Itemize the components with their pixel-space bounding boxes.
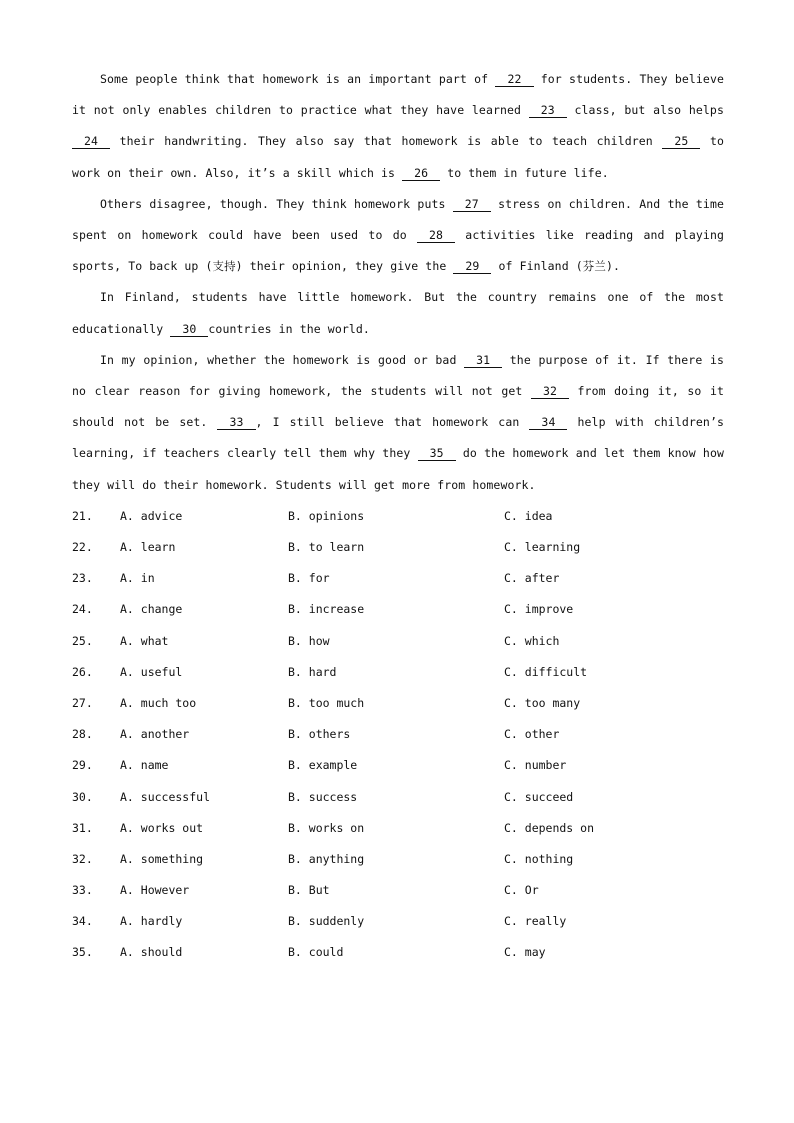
option-a: A. However — [120, 883, 190, 898]
passage-text: In Finland, students have little homework. But the country remains one of the most educationally — [72, 290, 724, 336]
option-c: C. which — [504, 633, 560, 648]
option-row — [72, 875, 724, 906]
option-b: B. others — [288, 727, 351, 742]
option-c: C. depends on — [504, 820, 595, 835]
passage-text: from doing it, so it should not be set. — [72, 384, 724, 430]
option-row — [72, 937, 724, 968]
option-c: C. improve — [504, 602, 574, 617]
question-number: 22. — [72, 540, 93, 555]
option-row — [72, 750, 724, 781]
passage-text: activities like reading and playing sports, To back up (支持) their opinion, they give the — [72, 228, 724, 274]
passage-text: the purpose of it. If there is no clear reason for giving homework, the students will not get — [72, 352, 725, 399]
passage-text: Some people think that homework is an important part of — [100, 72, 496, 86]
option-b: B. for — [288, 571, 330, 586]
question-number: 35. — [72, 945, 93, 960]
option-b: B. how — [288, 633, 330, 648]
option-c: C. number — [504, 758, 567, 773]
option-a: A. works out — [120, 820, 204, 835]
option-c: C. other — [504, 727, 560, 742]
option-c: C. really — [504, 914, 567, 929]
answer-options-list — [72, 501, 724, 969]
blank-24: 24 — [72, 134, 110, 149]
option-a: A. another — [120, 727, 190, 742]
blank-30: 30 — [170, 322, 208, 337]
passage-text: to work on their own. Also, it’s a skill which is — [72, 134, 724, 180]
option-row — [72, 626, 724, 657]
option-b: B. success — [288, 789, 358, 804]
question-number: 30. — [72, 789, 93, 804]
passage-paragraph-1 — [72, 64, 724, 189]
passage-text: their handwriting. They also say that homework is able to teach children — [110, 134, 663, 149]
worksheet-page — [72, 64, 724, 969]
option-b: B. works on — [288, 820, 365, 835]
question-number: 28. — [72, 727, 93, 742]
option-c: C. Or — [504, 883, 539, 898]
blank-28: 28 — [417, 228, 455, 243]
option-c: C. difficult — [504, 664, 588, 679]
question-number: 27. — [72, 695, 93, 710]
passage-text: , I still believe that homework can — [255, 415, 530, 430]
option-b: B. hard — [288, 664, 337, 679]
option-row — [72, 594, 724, 625]
question-number: 26. — [72, 664, 93, 679]
option-c: C. after — [504, 571, 560, 586]
question-number: 21. — [72, 508, 93, 523]
option-a: A. hardly — [120, 914, 183, 929]
option-row — [72, 719, 724, 750]
option-b: B. example — [288, 758, 358, 773]
option-row — [72, 688, 724, 719]
option-b: B. too much — [288, 695, 365, 710]
option-c: C. learning — [504, 540, 581, 555]
option-b: B. to learn — [288, 540, 365, 555]
option-row — [72, 563, 724, 594]
option-row — [72, 782, 724, 813]
option-row — [72, 906, 724, 937]
option-row — [72, 813, 724, 844]
option-b: B. suddenly — [288, 914, 365, 929]
option-c: C. succeed — [504, 789, 574, 804]
option-a: A. useful — [120, 664, 183, 679]
passage-text: do the homework and let them know how they will do their homework. Students will get more from homework. — [72, 446, 724, 492]
passage-text: to them in future life. — [440, 165, 609, 180]
passage-paragraph-2 — [72, 189, 724, 283]
passage-text: Others disagree, though. They think homework puts — [100, 196, 453, 211]
option-a: A. something — [120, 851, 204, 866]
option-a: A. should — [120, 945, 183, 960]
passage-text: In my opinion, whether the homework is good or bad — [100, 352, 465, 367]
question-number: 24. — [72, 602, 93, 617]
question-number: 25. — [72, 633, 93, 648]
blank-35: 35 — [418, 446, 456, 461]
question-number: 34. — [72, 914, 93, 929]
option-row — [72, 844, 724, 875]
option-c: C. may — [504, 945, 546, 960]
option-b: B. could — [288, 945, 344, 960]
blank-31: 31 — [464, 353, 502, 368]
passage-paragraph-3 — [72, 282, 724, 344]
question-number: 32. — [72, 851, 93, 866]
passage-text: class, but also helps — [566, 103, 724, 118]
option-b: B. opinions — [288, 508, 365, 523]
option-c: C. idea — [504, 508, 553, 523]
option-a: A. change — [120, 602, 183, 617]
question-number: 31. — [72, 820, 93, 835]
option-a: A. advice — [120, 508, 183, 523]
blank-34: 34 — [529, 415, 567, 430]
blank-23: 23 — [529, 103, 567, 118]
option-a: A. successful — [120, 789, 211, 804]
option-row — [72, 532, 724, 563]
question-number: 29. — [72, 758, 93, 773]
option-a: A. name — [120, 758, 169, 773]
option-a: A. much too — [120, 695, 197, 710]
blank-25: 25 — [662, 134, 700, 149]
option-b: B. But — [288, 883, 330, 898]
question-number: 23. — [72, 571, 93, 586]
option-c: C. too many — [504, 695, 581, 710]
option-b: B. anything — [288, 851, 365, 866]
blank-32: 32 — [531, 384, 569, 399]
option-row — [72, 657, 724, 688]
passage-paragraph-4 — [72, 345, 724, 501]
passage-text: of Finland (芬兰). — [491, 259, 621, 274]
blank-27: 27 — [453, 197, 491, 212]
option-a: A. in — [120, 571, 155, 586]
passage-text: help with children’s learning, if teachers clearly tell them why they — [72, 415, 724, 461]
option-a: A. what — [120, 633, 169, 648]
option-c: C. nothing — [504, 851, 574, 866]
blank-26: 26 — [402, 166, 440, 181]
blank-22: 22 — [495, 72, 533, 87]
blank-33: 33 — [217, 415, 255, 430]
passage-text: countries in the world. — [208, 321, 370, 336]
question-number: 33. — [72, 883, 93, 898]
option-a: A. learn — [120, 540, 176, 555]
option-row — [72, 501, 724, 532]
blank-29: 29 — [453, 259, 491, 274]
passage-text: stress on children. And the time spent on homework could have been used to do — [72, 196, 724, 243]
passage-text: for students. They believe it not only enables children to practice what they have learned — [72, 72, 725, 118]
option-b: B. increase — [288, 602, 365, 617]
